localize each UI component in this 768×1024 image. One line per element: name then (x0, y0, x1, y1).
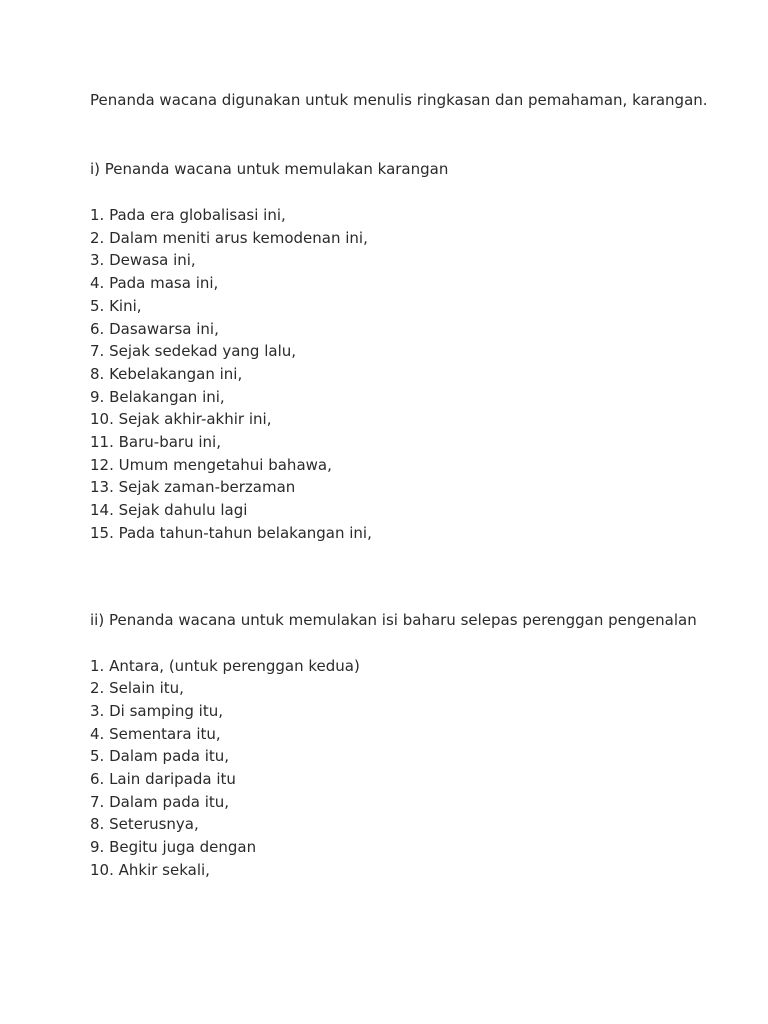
list-item: 15. Pada tahun-tahun belakangan ini, (90, 523, 372, 542)
list-item: 13. Sejak zaman-berzaman (90, 478, 296, 497)
section2-list (90, 655, 730, 882)
list-item: 8. Kebelakangan ini, (90, 364, 243, 383)
list-item: 2. Selain itu, (90, 679, 184, 698)
section2-heading: ii) Penanda wacana untuk memulakan isi baharu selepas perenggan pengenalan (90, 610, 697, 629)
document-page (90, 88, 730, 882)
list-item: 3. Dewasa ini, (90, 251, 196, 270)
list-item: 4. Sementara itu, (90, 724, 221, 743)
intro-paragraph: Penanda wacana digunakan untuk menulis ringkasan dan pemahaman, karangan. (90, 91, 708, 109)
list-item: 9. Begitu juga dengan (90, 838, 257, 857)
list-item: 3. Di samping itu, (90, 701, 223, 720)
list-item: 8. Seterusnya, (90, 815, 199, 834)
list-item: 10. Sejak akhir-akhir ini, (90, 410, 272, 429)
list-item: 9. Belakangan ini, (90, 387, 225, 406)
list-item: 5. Kini, (90, 296, 142, 315)
list-item: 5. Dalam pada itu, (90, 747, 230, 766)
section1-heading: i) Penanda wacana untuk memulakan karangan (90, 160, 449, 178)
list-item: 7. Sejak sedekad yang lalu, (90, 342, 297, 361)
list-item: 14. Sejak dahulu lagi (90, 501, 248, 520)
list-item: 1. Antara, (untuk perenggan kedua) (90, 656, 360, 675)
list-item: 7. Dalam pada itu, (90, 792, 230, 811)
list-item: 6. Dasawarsa ini, (90, 319, 219, 338)
list-item: 10. Ahkir sekali, (90, 860, 210, 879)
list-item: 4. Pada masa ini, (90, 274, 219, 293)
section1-list (90, 204, 730, 545)
list-item: 12. Umum mengetahui bahawa, (90, 455, 332, 474)
list-item: 11. Baru-baru ini, (90, 433, 221, 452)
list-item: 1. Pada era globalisasi ini, (90, 206, 286, 224)
list-item: 6. Lain daripada itu (90, 770, 236, 789)
list-item: 2. Dalam meniti arus kemodenan ini, (90, 228, 368, 247)
